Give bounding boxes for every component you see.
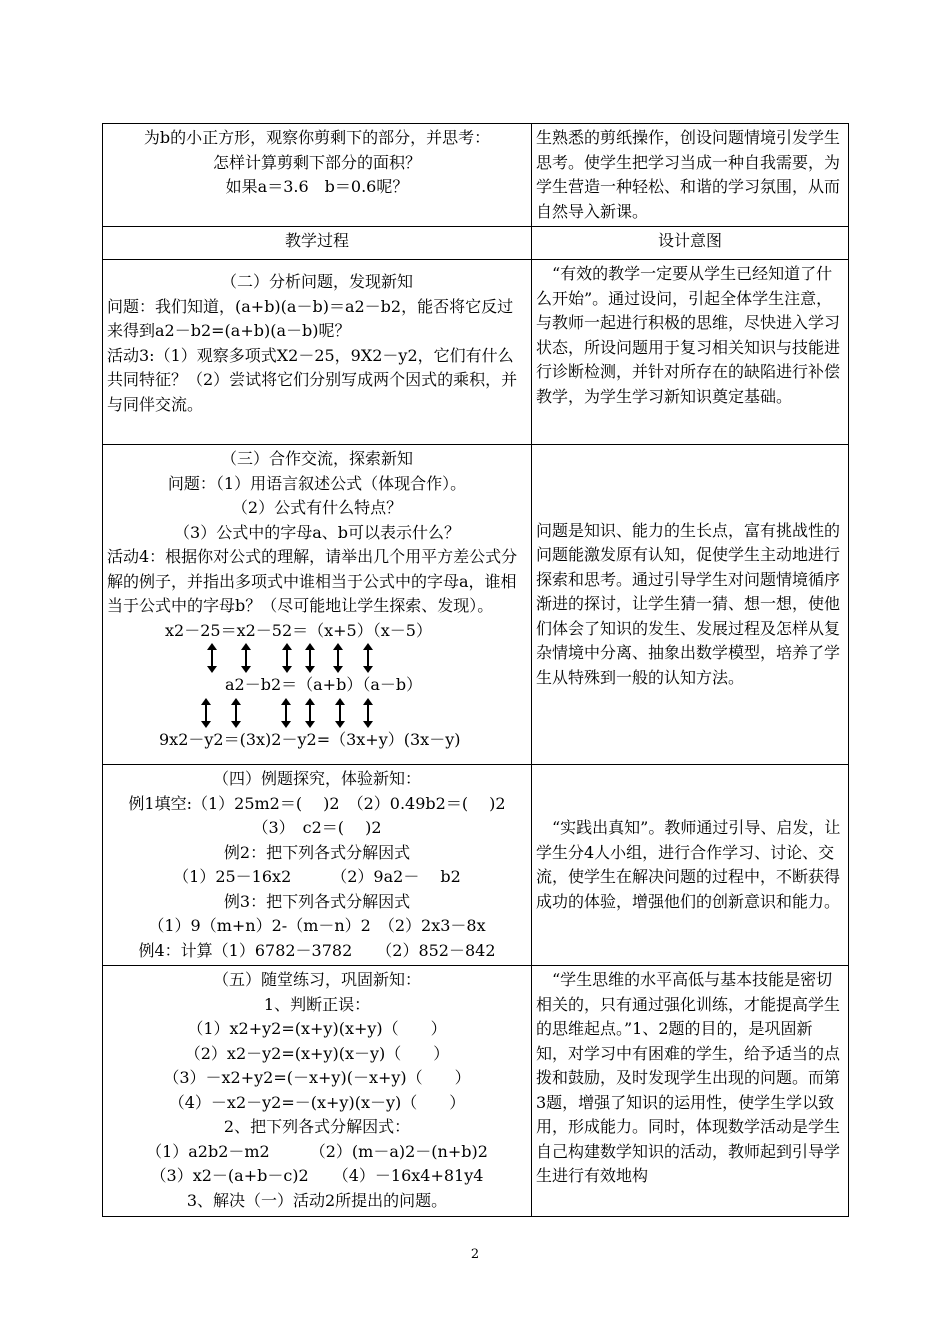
double-arrow-icon: [333, 643, 343, 673]
header-design-intent: 设计意图: [532, 227, 849, 260]
exercise-line: （3）－x2+y2=(－x+y)(－x+y)（ ）: [163, 1068, 471, 1087]
exercise-line: （1）x2+y2=(x+y)(x+y)（ ）: [187, 1019, 447, 1038]
table-row: [103, 765, 849, 966]
row2-right-text: “有效的教学一定要从学生已经知道了什么开始”。通过设问，引起全体学生注意，与教师一起进行积极的思维，尽快进入学习状态，所设问题用于复习相关知识与技能进行诊断检测，并针对所存在的缺陷进行补偿教学，为学生学习新知识奠定基础。: [536, 264, 841, 406]
row2-left-cell: [103, 260, 532, 445]
arrow-row-1: [107, 643, 527, 673]
section-heading: （三）合作交流，探索新知: [220, 449, 413, 468]
row1-left-line: 怎样计算剪剩下部分的面积？: [212, 152, 421, 172]
double-arrow-icon: [241, 643, 251, 673]
row1-left-line: 为b的小正方形，观察你剪剩下的部分，并思考：: [143, 128, 491, 147]
table-row: [103, 966, 849, 1217]
table-row: [103, 124, 849, 227]
formula-line-1: x2－25＝x2－52＝（x+5）（x－5）: [165, 620, 432, 640]
exercise-line: （2）x2－y2=(x+y)(x－y)（ ）: [184, 1043, 450, 1063]
row1-left-line: 如果a＝3.6 b＝0.6呢？: [225, 177, 409, 196]
row5-right-cell: [532, 966, 849, 1217]
row2-right-cell: [532, 260, 849, 445]
row3-right-text: 问题是知识、能力的生长点，富有挑战性的问题能激发原有认知，促使学生主动地进行探索和思考。通过引导学生对问题情境循序渐进的探讨，让学生猜一猜、想一想，使他们体会了知识的发生、发展过程及怎样从复杂情境中分离、抽象出数学模型，培养了学生从特殊到一般的认知方法。: [536, 520, 841, 687]
exercise-line: （1）a2b2－m2 （2）(m－a)2－(n+b)2: [146, 1141, 488, 1161]
example-line: 例4：计算（1）6782－3782 （2）852－842: [138, 940, 496, 960]
double-arrow-icon: [282, 643, 292, 673]
row5-left-cell: [103, 966, 532, 1217]
question-line: （2）公式有什么特点？: [231, 498, 403, 517]
example-line: （1）9（m+n）2-（m－n）2 （2）2x3－8x: [148, 916, 486, 935]
double-arrow-icon: [231, 698, 241, 728]
section-heading: （二）分析问题，发现新知: [220, 272, 413, 291]
double-arrow-icon: [201, 698, 211, 728]
double-arrow-icon: [207, 643, 217, 673]
exercise-line: 2、把下列各式分解因式：: [223, 1117, 411, 1136]
activity-4-text: 活动4：根据你对公式的理解，请举出几个用平方差公式分解的例子，并指出多项式中谁相当于公式中的字母a，谁相当于公式中的字母b？（尽可能地让学生探索、发现）。: [107, 547, 518, 615]
example-line: （1）25－16x2 （2）9a2－ b2: [173, 867, 461, 886]
row5-right-text: “学生思维的水平高低与基本技能是密切相关的，只有通过强化训练，才能提高学生的思维起点。”1、2题的目的，是巩固新知，对学习中有困难的学生，给予适当的点拨和鼓励，及时发现学生出现的问题。而第3题，增强了知识的运用性，使学生学以致用，形成能力。同时，体现数学活动是学生自己构建数学知识的活动，教师起到引导学生进行有效地构: [536, 970, 841, 1185]
example-line: 例1填空:（1）25m2＝( )2 （2）0.49b2＝( )2: [128, 793, 506, 813]
exercise-line: （4）－x2－y2=－(x+y)(x－y)（ ）: [168, 1092, 466, 1112]
double-arrow-icon: [305, 698, 315, 728]
double-arrow-icon: [335, 698, 345, 728]
double-arrow-icon: [363, 643, 373, 673]
formula-line-3: 9x2－y2＝(3x)2－y2=（3x+y）(3x－y): [159, 729, 461, 749]
row2-left-para: 活动3:（1）观察多项式X2－25，9X2－y2，它们有什么共同特征？（2）尝试将它们分别写成两个因式的乘积，并与同伴交流。: [107, 345, 518, 414]
section-heading: （五）随堂练习，巩固新知：: [212, 970, 421, 989]
example-line: （3） c2＝( )2: [252, 818, 382, 837]
row1-right-cell: [532, 124, 849, 227]
example-line: 例2：把下列各式分解因式: [223, 842, 411, 862]
row3-right-cell: [532, 445, 849, 765]
row4-right-text: “实践出真知”。教师通过引导、启发，让学生分4人小组，进行合作学习、讨论、交流，使学生在解决问题的过程中，不断获得成功的体验，增强他们的创新意识和能力。: [536, 818, 841, 911]
double-arrow-icon: [363, 698, 373, 728]
section-heading: （四）例题探究，体验新知：: [212, 769, 421, 788]
row1-left-cell: [103, 124, 532, 227]
lesson-plan-table: [102, 123, 849, 1217]
question-line: （3）公式中的字母a、b可以表示什么？: [174, 522, 460, 542]
row1-right-text: 生熟悉的剪纸操作，创设问题情境引发学生思考。使学生把学习当成一种自我需要，为学生营造一种轻松、和谐的学习氛围，从而自然导入新课。: [536, 128, 841, 221]
exercise-line: 1、判断正误：: [263, 994, 371, 1014]
example-line: 例3：把下列各式分解因式: [223, 891, 411, 911]
formula-line-2: a2－b2＝（a+b）（a－b）: [225, 675, 423, 694]
row3-left-cell: [103, 445, 532, 765]
exercise-line: （3）x2－(a+b－c)2 （4）－16x4+81y4: [150, 1166, 484, 1185]
table-row: [103, 445, 849, 765]
row4-right-cell: [532, 765, 849, 966]
row2-left-para: 问题：我们知道，(a+b)(a－b)＝a2－b2，能否将它反过来得到a2－b2=(a+b)(a－b)呢？: [107, 296, 514, 340]
double-arrow-icon: [281, 698, 291, 728]
exercise-line: 3、解决（一）活动2所提出的问题。: [186, 1190, 448, 1210]
header-teaching-process: 教学过程: [103, 227, 532, 260]
page-number: 2: [470, 1247, 480, 1262]
arrow-row-2: [107, 698, 527, 728]
row4-left-cell: [103, 765, 532, 966]
table-row: [103, 260, 849, 445]
question-line: 问题：（1）用语言叙述公式（体现合作）。: [167, 473, 467, 493]
table-header-row: [103, 227, 849, 260]
double-arrow-icon: [305, 643, 315, 673]
